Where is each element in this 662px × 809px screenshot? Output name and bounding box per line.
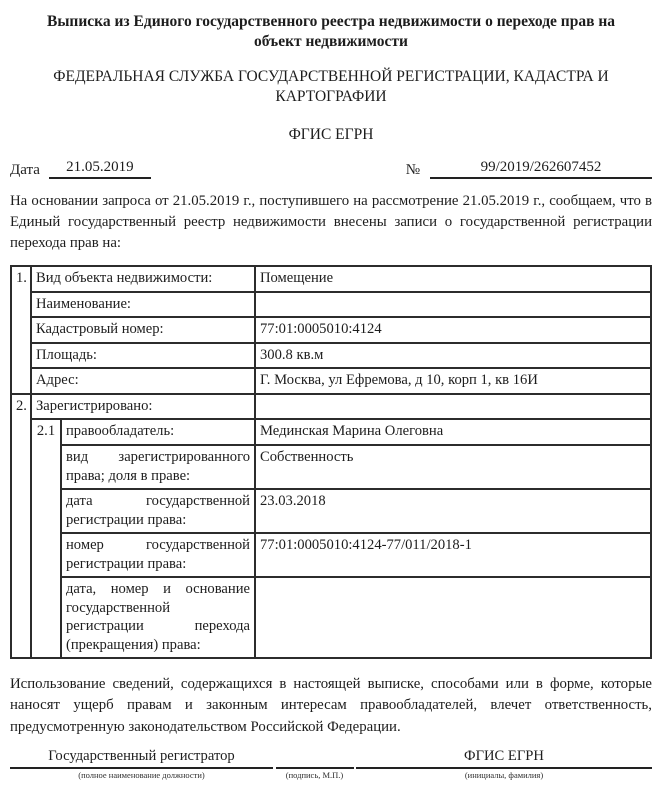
document-title: Выписка из Единого государственного реестра недвижимости о переходе прав на объект недвижимости	[46, 13, 616, 51]
date-label: Дата	[10, 161, 40, 178]
field-label: правообладатель:	[61, 419, 255, 445]
system-signature: ФГИС ЕГРН	[356, 747, 652, 769]
table-row	[11, 292, 651, 318]
field-label: вид зарегистрированного права; доля в праве:	[61, 445, 255, 489]
signature-stamp	[276, 747, 354, 781]
registrar-caption: (полное наименование должности)	[78, 769, 205, 780]
field-value: 77:01:0005010:4124-77/011/2018-1	[255, 533, 651, 577]
table-row	[11, 533, 651, 577]
table-row	[11, 445, 651, 489]
field-label: Наименование:	[31, 292, 255, 318]
system-caption: (инициалы, фамилия)	[464, 769, 544, 780]
field-value	[255, 394, 651, 420]
field-value: Помещение	[255, 266, 651, 292]
field-label: Площадь:	[31, 343, 255, 369]
field-value: 77:01:0005010:4124	[255, 317, 651, 343]
table-row	[11, 394, 651, 420]
intro-paragraph: На основании запроса от 21.05.2019 г., поступившего на рассмотрение 21.05.2019 г., сообщаем, что в Единый государственный реестр недвижимости внесены записи о государственной регистрации перехода прав на:	[10, 192, 652, 252]
field-label: Зарегистрировано:	[31, 394, 255, 420]
field-label: номер государственной регистрации права:	[61, 533, 255, 577]
signature-registrar	[10, 747, 273, 781]
liability-paragraph: Использование сведений, содержащихся в настоящей выписке, способами или в форме, которые наносят ущерб правам и законным интересам правообладателей, влечет ответственность, предусмотренную законодательством Российской Федерации.	[10, 676, 652, 735]
agency-name: ФЕДЕРАЛЬНАЯ СЛУЖБА ГОСУДАРСТВЕННОЙ РЕГИСТРАЦИИ, КАДАСТРА И КАРТОГРАФИИ	[53, 67, 609, 106]
table-row	[11, 577, 651, 658]
row-number: 1.	[11, 266, 31, 394]
field-value: Г. Москва, ул Ефремова, д 10, корп 1, кв 16И	[255, 368, 651, 394]
table-row	[11, 343, 651, 369]
date-number-row	[10, 159, 652, 179]
field-value: Мединская Марина Олеговна	[255, 419, 651, 445]
field-label: Вид объекта недвижимости:	[31, 266, 255, 292]
property-table	[10, 265, 652, 659]
field-value	[255, 292, 651, 318]
field-value: 23.03.2018	[255, 489, 651, 533]
table-row	[11, 266, 651, 292]
registrar-title: Государственный регистратор	[10, 747, 273, 769]
signature-block	[10, 747, 652, 781]
field-value: Собственность	[255, 445, 651, 489]
system-name: ФГИС ЕГРН	[288, 125, 374, 143]
table-row	[11, 368, 651, 394]
table-row	[11, 489, 651, 533]
table-row	[11, 317, 651, 343]
signature-system	[356, 747, 652, 781]
stamp-caption: (подпись, М.П.)	[285, 769, 344, 780]
field-label: Адрес:	[31, 368, 255, 394]
row-number: 2.	[11, 394, 31, 658]
stamp-line	[276, 747, 354, 769]
table-row	[11, 419, 651, 445]
number-value: 99/2019/262607452	[430, 159, 652, 179]
field-label: дата государственной регистрации права:	[61, 489, 255, 533]
number-label: №	[405, 161, 420, 178]
field-value	[255, 577, 651, 658]
date-value: 21.05.2019	[49, 159, 151, 179]
field-label: Кадастровый номер:	[31, 317, 255, 343]
field-label: дата, номер и основание государственной регистрации перехода (прекращения) права:	[61, 577, 255, 658]
sub-row-number: 2.1	[31, 419, 61, 658]
field-value: 300.8 кв.м	[255, 343, 651, 369]
